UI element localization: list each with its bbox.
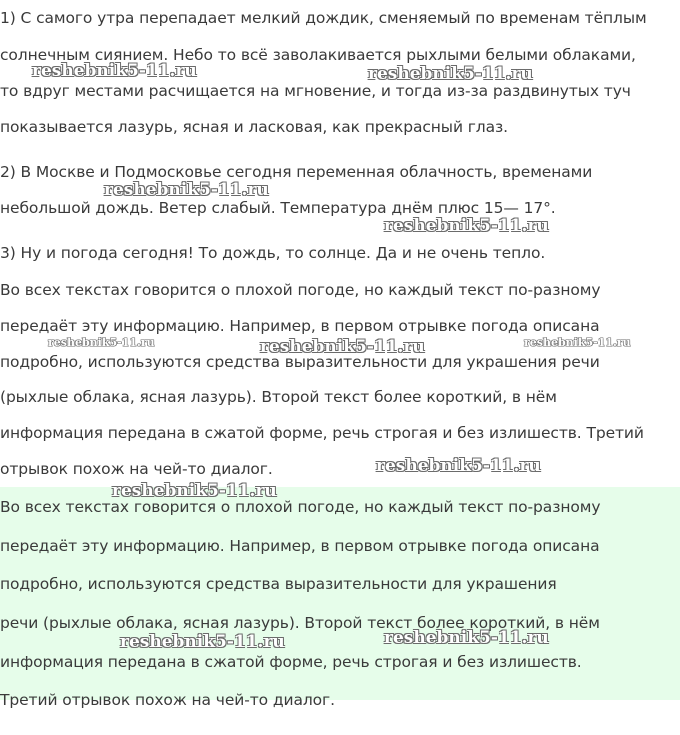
paragraph-2-line-1: 2) В Москве и Подмосковье сегодня переменная облачность, временами xyxy=(0,163,593,181)
paragraph-2-line-2: небольшой дождь. Ветер слабый. Температура днём плюс 15— 17°. xyxy=(0,199,556,217)
watermark-text: reshebnik5-11.ru xyxy=(104,180,269,200)
answer-line-5: информация передана в сжатой форме, речь строгая и без излишеств. xyxy=(0,653,582,671)
watermark-text: reshebnik5-11.ru xyxy=(260,337,425,357)
paragraph-3-line-1: 3) Ну и погода сегодня! То дождь, то солнце. Да и не очень тепло. xyxy=(0,244,546,262)
answer-line-1: Во всех текстах говорится о плохой погоде, но каждый текст по-разному xyxy=(0,498,601,516)
analysis-line-4: (рыхлые облака, ясная лазурь). Второй текст более короткий, в нём xyxy=(0,388,557,406)
analysis-line-3: подробно, используются средства выразительности для украшения речи xyxy=(0,353,600,371)
analysis-line-1: Во всех текстах говорится о плохой погоде, но каждый текст по-разному xyxy=(0,281,601,299)
watermark-text: reshebnik5-11.ru xyxy=(376,456,541,476)
watermark-text: reshebnik5-11.ru xyxy=(120,632,285,652)
paragraph-1-line-1: 1) С самого утра перепадает мелкий дождик, сменяемый по временам тёплым xyxy=(0,9,647,27)
answer-line-6: Третий отрывок похож на чей-то диалог. xyxy=(0,691,335,709)
watermark-text: reshebnik5-11.ru xyxy=(384,628,549,648)
watermark-text: reshebnik5-11.ru xyxy=(384,216,549,236)
watermark-text: reshebnik5-11.ru xyxy=(112,481,277,501)
paragraph-1-line-3: то вдруг местами расчищается на мгновение, и тогда из-за раздвинутых туч xyxy=(0,82,631,100)
analysis-line-2: передаёт эту информацию. Например, в первом отрывке погода описана xyxy=(0,317,600,335)
watermark-text: reshebnik5-11.ru xyxy=(368,64,533,84)
watermark-text: reshebnik5-11.ru xyxy=(32,61,197,81)
answer-line-4: речи (рыхлые облака, ясная лазурь). Второй текст более короткий, в нём xyxy=(0,614,600,632)
paragraph-1-line-2: солнечным сиянием. Небо то всё заволакивается рыхлыми белыми облаками, xyxy=(0,46,636,64)
analysis-line-5: информация передана в сжатой форме, речь строгая и без излишеств. Третий xyxy=(0,424,644,442)
watermark-text: reshebnik5-11.ru xyxy=(524,336,631,349)
answer-line-2: передаёт эту информацию. Например, в первом отрывке погода описана xyxy=(0,537,600,555)
watermark-text: reshebnik5-11.ru xyxy=(48,336,155,349)
answer-line-3: подробно, используются средства выразительности для украшения xyxy=(0,575,557,593)
analysis-line-6: отрывок похож на чей-то диалог. xyxy=(0,460,273,478)
paragraph-1-line-4: показывается лазурь, ясная и ласковая, как прекрасный глаз. xyxy=(0,118,508,136)
